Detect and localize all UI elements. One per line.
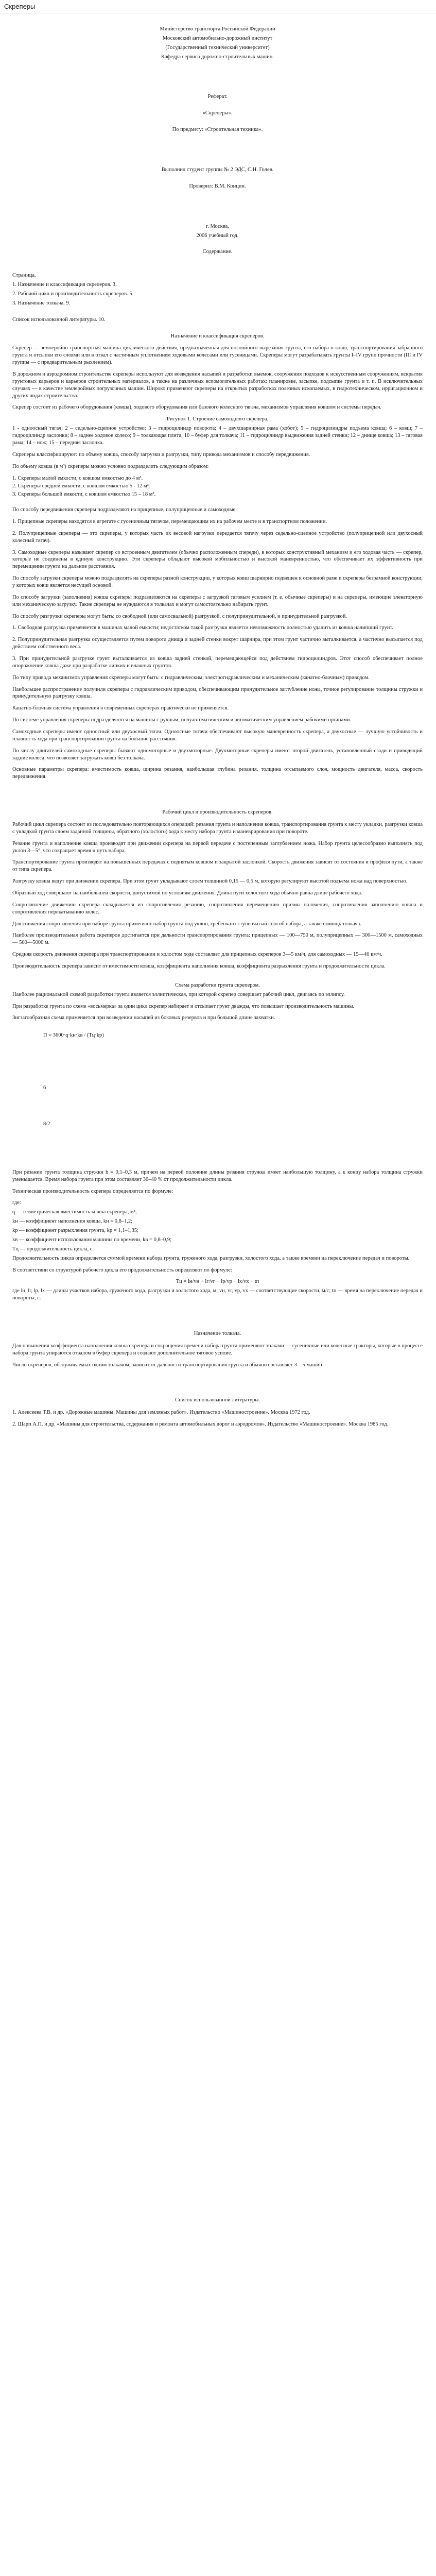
paragraph: 2. Полупринудительная разгрузка осуществляется путем поворота днища и задней стенки вокруг шарнира, при этом грунт частично выталкивается, а частично высыпается под действием собственного веса. bbox=[12, 637, 423, 650]
paragraph: Скрепер состоит из рабочего оборудования (ковша), ходового оборудования или базового колесного тягача, механизмов управления ковшом и системы передач. bbox=[12, 404, 381, 411]
doc-topic: «Скреперы». bbox=[202, 110, 233, 116]
paragraph: По числу двигателей самоходные скреперы бывают одномоторные и двухмоторные. Двухмоторные скреперы имеют второй двигатель, установленный сзади и приводящий задние колеса, что позволяет загружать ковш без толкача. bbox=[12, 748, 423, 761]
paragraph: По способу передвижения скреперы подразделяют на прицепные, полуприцепные и самоходные. bbox=[12, 507, 237, 513]
list-item: 1. Скреперы малой емкости, с ковшом емкостью до 4 м³. bbox=[12, 475, 143, 481]
section-heading: Назначение и классификация скреперов. bbox=[170, 333, 265, 339]
toc-pages-label: Страница. bbox=[12, 273, 36, 279]
paragraph: Производительность скрепера зависит от вместимости ковша, коэффициента наполнения ковша, коэффициента разрыхления грунта и продолжительности цикла. bbox=[12, 963, 386, 970]
reference-item: 2. Шарп А.П. и др. «Машины для строительства, содержания и ремонта автомобильных дорог и аэродромов». Издательство «Машиностроение». Москва 1985 год. bbox=[12, 1421, 389, 1428]
toc-item: 3. Назначение толкача. 9. bbox=[12, 300, 71, 306]
paragraph: где lн, lг, lр, lх — длины участков набора, груженого хода, разгрузки и холостого хода, м; vн, vг, vр, vх — соответствующие скорости, м/с; tп — время на переключение передач и повороты, с. bbox=[12, 1288, 423, 1301]
table-of-contents bbox=[12, 241, 423, 323]
paragraph: Техническая производительность скрепера определяется по формуле: bbox=[12, 1188, 173, 1194]
doc-author: Выполнил студент группы № 2 ЭДС, С.Н. Голев. bbox=[161, 167, 274, 173]
org-line: Кафедра сервиса дорожно-строительных машин. bbox=[161, 54, 274, 60]
paragraph: Канатно-блочная система управления в современных скреперах практически не применяется. bbox=[12, 705, 229, 711]
doc-checker: Проверил: В.М. Концин. bbox=[189, 183, 246, 189]
definition-intro: где: bbox=[12, 1200, 21, 1206]
paragraph: В соответствии со структурой рабочего цикла его продолжительность определяют по формуле: bbox=[12, 1267, 232, 1273]
paragraph: Самоходные скреперы имеют одноосный или двухосный тягач. Одноосные тягачи обеспечивают высокую маневренность скрепера, а двухосные — лучшую устойчивость и плавность хода при транспортировании грунта на большие расстояния. bbox=[12, 728, 423, 742]
section-heading: Назначение толкача. bbox=[194, 1330, 241, 1336]
paragraph: При резании грунта толщина стружки h = 0,1–0,3 м, причем на первой половине длины резания стружка имеет наибольшую толщину, а к концу набора толщина стружки уменьшается. Время набора грунта при этом составляет 30–40 % от продолжительности цикла. bbox=[12, 1169, 423, 1182]
toc-item: 2. Рабочий цикл и производительность скреперов. 5. bbox=[12, 291, 134, 297]
list-item: 2. Скреперы средней емкости, с ковшом емкостью 5 - 12 м³. bbox=[12, 483, 150, 489]
paragraph: Число скреперов, обслуживаемых одним толкачом, зависит от дальности транспортирования грунта и обычно составляет 3—5 машин. bbox=[12, 1362, 324, 1368]
paragraph: Основные параметры скрепера: вместимость ковша, ширина резания, наибольшая глубина резания, толщина отсыпаемого слоя, мощность двигателя, масса, скорость передвижения. bbox=[12, 767, 423, 780]
title-page bbox=[12, 19, 423, 239]
definition-item: Тц — продолжительность цикла, с. bbox=[12, 1246, 94, 1252]
document-page bbox=[0, 13, 436, 1428]
paragraph: Средняя скорость движения скрепера при транспортировании и холостом ходе составляет для прицепных скреперов 3—5 км/ч, для самоходных — 15—40 км/ч. bbox=[12, 952, 382, 958]
figure-caption: Рисунок 1. Строение самоходного скрепера. bbox=[166, 416, 269, 422]
doc-type: Реферат. bbox=[207, 94, 228, 100]
paragraph: 1. Свободная разгрузка применяется в машинах малой емкости; недостатком такой разгрузки является невозможность полностью удалить из ковша налипший грунт. bbox=[12, 625, 393, 631]
paragraph: По способу загрузки скреперы можно подразделять на скреперы разной конструкции, у которых ковш шарнирно подвешен к основной раме и скреперы безрамной конструкции, у которых ковш является несущей основой. bbox=[12, 575, 423, 588]
formula-block bbox=[43, 1032, 423, 1128]
paragraph: Продолжительность цикла определяется суммой времени набора грунта, груженого хода, разгрузки, холостого хода, а также времени на переключение передач и повороты. bbox=[12, 1255, 410, 1261]
window-titlebar bbox=[0, 0, 436, 13]
paragraph: 2. Полуприцепные скреперы — это скреперы, у которых часть их весовой нагрузки передается тягачу через седельно-сцепное устройство (полуприцепной или двухосный колесный тягач). bbox=[12, 530, 423, 544]
figure-legend: 1 - одноосный тягач; 2 – седельно-сцепное устройство; 3 – гидроцилиндр поворота; 4 – двухшарнирная рама (хобот); 5 – гидроцилиндры подъема ковша; 6 – ковш; 7 – гидроцилиндр заслонки; 8 – заднее ходовое колесо; 9 – толкающая плита; 10 – буфер для толкача; 11 – гидроцилиндр выдвижения задней стенки; 12 – днище ковша; 13 – тяговая рама; 14 – нож; 15 – передняя заслонка. bbox=[12, 426, 423, 446]
window-title: Скреперы bbox=[4, 3, 36, 10]
list-item: 3. Скреперы большой емкости, с ковшом емкостью 15 – 18 м³. bbox=[12, 492, 156, 498]
paragraph: В дорожном и аэродромном строительстве скреперы используют для возведения насыпей и разработки выемок, сооружения подходов к искусственным сооружениям, вскрытия грунтовых карьеров и карьеров строительных материалов, а также на различных вспомогательных работах: планировке, засыпке, подсыпке грунта и т. п. В исключительных случаях — в качестве землеройных погрузочных машин. Широко применяют скреперы на открытых разработках полезных ископаемых, в гидротехническом, ирригационном и других видах строительства. bbox=[12, 371, 423, 399]
paragraph: Наибольшее распространение получили скреперы с гидравлическим приводом, обеспечивающим принудительное заглубление ножа, точное регулирование толщины стружки и принудительную разгрузку ковша. bbox=[12, 686, 423, 700]
definition-item: kн — коэффициент наполнения ковша, kн = 0,8–1,2; bbox=[12, 1218, 133, 1225]
toc-heading: Содержание. bbox=[202, 249, 233, 255]
paragraph: Рабочий цикл скрепера состоит из последовательно повторяющихся операций: резания грунта и наполнения ковша, транспортирования грунта к месту укладки, разгрузки ковша с укладкой грунта слоем заданной толщины, обратного (холостого) хода к месту набора грунта и маневрирования при повороте. bbox=[12, 822, 423, 835]
paragraph: По способу загрузки (заполнения) ковша скреперы подразделяются на скреперы с загрузкой тяговым усилием (т. е. обычные скреперы) и на скреперы, имеющие элеваторную или механическую загрузку. Такие скреперы не нуждаются в толкачах и могут самостоятельно набирать грунт. bbox=[12, 594, 423, 607]
paragraph: 1. Прицепные скреперы находятся в агрегате с гусеничным тягачом, перемещающим их на рабочем месте и в транспортном положении. bbox=[12, 518, 327, 524]
definition-item: kв — коэффициент использования машины по времени, kв = 0,8–0,9; bbox=[12, 1236, 171, 1243]
reference-item: 1. Алексеева Т.В. и др. «Дорожные машины. Машины для земляных работ». Издательство «Машиностроение». Москва 1972 год. bbox=[12, 1410, 310, 1416]
doc-subject: По предмету: «Строительная техника». bbox=[172, 127, 263, 133]
paragraph: Наиболее производительная работа скреперов достигается при дальности транспортирования грунта: прицепных — 100—750 м, полуприцепных — 300—1500 м, самоходных — 500—5000 м. bbox=[12, 933, 423, 946]
org-line: (Государственный технический университет) bbox=[165, 44, 270, 50]
doc-city: г. Москва, bbox=[206, 223, 229, 229]
section-work-cycle bbox=[12, 785, 423, 1302]
cycle-formula: Тц = lн/vн + lг/vг + lр/vр + lх/vх + tп bbox=[176, 1279, 259, 1285]
formula: П = 3600·q·kн·kв / (Тц·kр) bbox=[43, 1032, 104, 1039]
paragraph: Сопротивление движению скрепера складывается из сопротивления резанию, сопротивления перемещению призмы волочения, сопротивления заполнению ковша и сопротивления перекатыванию колес. bbox=[12, 902, 423, 915]
toc-references: Список использованной литературы. 10. bbox=[12, 316, 106, 323]
paragraph: По объему ковша (в м³) скреперы можно условно подразделить следующим образом: bbox=[12, 463, 209, 469]
doc-year: 2006 учебный год. bbox=[196, 232, 239, 239]
paragraph: Транспортирование грунта производят на повышенных передачах с поднятым ковшом и закрытой заслонкой. Скорость движения зависит от состояния и профиля пути, а также от типа скрепера. bbox=[12, 859, 423, 873]
toc-item: 1. Назначение и классификация скреперов. 3. bbox=[12, 282, 117, 288]
paragraph: Для снижения сопротивления при наборе грунта применяют набор грунта под уклон, гребенчато-ступенчатый способ набора, а также помощь толкача. bbox=[12, 921, 361, 927]
paragraph: По системе управления скреперы подразделяются на машины с ручным, полуавтоматическим и автоматическим управлением рабочими органами. bbox=[12, 717, 352, 723]
paragraph: Обратный ход совершают на наибольшей скорости, допустимой по условиям движения. Длина пути холостого хода обычно равна длине рабочего хода. bbox=[12, 890, 362, 896]
paragraph: Разгрузку ковша ведут при движении скрепера. При этом грунт укладывают слоем толщиной 0,15 — 0,5 м, которую регулируют высотой подъема ножа над поверхностью. bbox=[12, 878, 408, 885]
paragraph: Зигзагообразная схема применяется при возведении насыпей из боковых резервов и при большой длине захватки. bbox=[12, 1015, 275, 1021]
formula-number: 6 bbox=[43, 1085, 46, 1091]
section-heading: Рабочий цикл и производительность скреперов. bbox=[162, 809, 273, 816]
definition-item: q — геометрическая вместимость ковша скрепера, м³; bbox=[12, 1209, 137, 1215]
paragraph: Для повышения коэффициента наполнения ковша скрепера и сокращения времени набора грунта применяют толкачи — гусеничные или колесные тракторы, которые в процессе набора грунта упираются отвалом в буфер скрепера и создают дополнительное тяговое усилие. bbox=[12, 1343, 423, 1356]
formula-number: 8/2 bbox=[43, 1121, 50, 1127]
references-heading: Список использованной литературы. bbox=[175, 1397, 260, 1403]
references bbox=[12, 1373, 423, 1428]
section-classification bbox=[12, 333, 423, 781]
org-line: Московский автомобильно-дорожный институт bbox=[162, 35, 273, 41]
paragraph: Скрепер — землеройно-транспортная машина циклического действия, предназначенная для послойного вырезания грунта, его набора в ковш, транспортирования забранного грунта и отсыпки его слоями или в отвал с частичным уплотнением ходовыми колесами или гусеницами. Скреперы могут разрабатывать грунты I–IV групп прочности (III и IV группы — с предварительным рыхлением). bbox=[12, 345, 423, 366]
section-pusher bbox=[12, 1307, 423, 1368]
paragraph: Наиболее рациональной схемой разработки грунта является эллиптическая, при которой скрепер совершает рабочий цикл, двигаясь по эллипсу. bbox=[12, 991, 345, 997]
paragraph: 3. Самоходные скреперы называют скрепер со встроенным двигателем (обычно расположенным спереди), в которых конструктивный механизм и его ходовая часть — скрепер, которые не соединены в единую конструкцию. Эти скреперы обладают высокой мобильностью и высокой маневренностью, что обеспечивает их эффективность при перемещении грунта на дальние расстояния. bbox=[12, 549, 423, 570]
paragraph: При разработке грунта по схеме «восьмерка» за один цикл скрепер набирает и отсыпает грунт дважды, что повышает производительность машины. bbox=[12, 1003, 355, 1009]
paragraph: Скреперы классифицируют: по объему ковша, способу загрузки и разгрузки, типу привода механизмов и способу передвижения. bbox=[12, 451, 310, 457]
org-line: Министерство транспорта Российской Федерации bbox=[160, 26, 275, 32]
definition-item: kр — коэффициент разрыхления грунта, kр = 1,1–1,35; bbox=[12, 1228, 138, 1234]
scheme-caption: Схема разработки грунта скрепером. bbox=[175, 982, 260, 988]
paragraph: Резание грунта и наполнение ковша производят при движении скрепера на первой передаче с постепенным заглублением ножа. Набор грунта целесообразно выполнять под уклон 3—5°, что сокращает время и путь набора. bbox=[12, 840, 423, 854]
paragraph: По способу разгрузки скреперы могут быть: со свободной (или самосвальной) разгрузкой, с полупринудительной, и принудительной разгрузкой. bbox=[12, 613, 347, 619]
paragraph: По типу привода механизмов управления скреперы могут быть: с гидравлическим, электрогидравлическим и механическим (канатно-блочным) приводом. bbox=[12, 674, 370, 681]
paragraph: 3. При принудительной разгрузке грунт выталкивается из ковша задней стенкой, перемещающейся под действием гидроцилиндров. Этот способ обеспечивает полное опорожнение ковша даже при разработке липких и влажных грунтов. bbox=[12, 655, 423, 669]
